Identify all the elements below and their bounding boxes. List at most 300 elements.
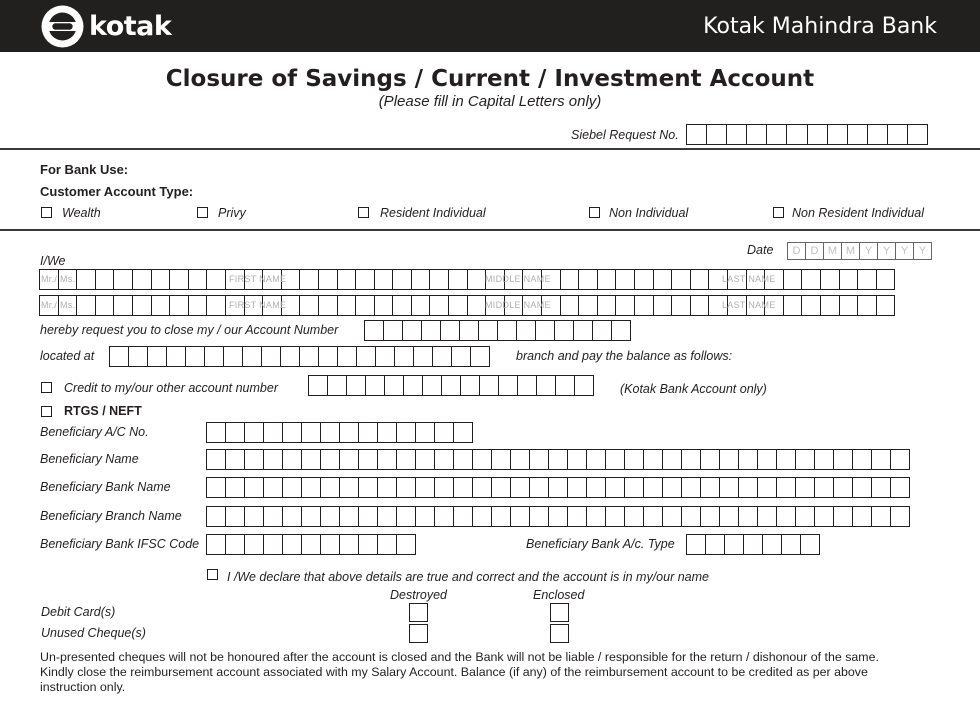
char-box[interactable]	[605, 449, 625, 470]
wealth-checkbox[interactable]	[41, 207, 52, 218]
char-box[interactable]	[339, 506, 359, 527]
char-box[interactable]	[339, 422, 359, 443]
char-box[interactable]	[185, 346, 205, 367]
char-box[interactable]	[852, 449, 872, 470]
char-box[interactable]	[510, 449, 530, 470]
char-box[interactable]	[320, 422, 340, 443]
char-box[interactable]	[472, 477, 492, 498]
char-box[interactable]	[852, 506, 872, 527]
char-box[interactable]	[377, 534, 397, 555]
char-box[interactable]	[392, 295, 412, 316]
char-box[interactable]	[403, 375, 423, 396]
char-box[interactable]	[498, 375, 518, 396]
char-box[interactable]	[852, 477, 872, 498]
char-box[interactable]	[320, 449, 340, 470]
char-box[interactable]	[434, 449, 454, 470]
char-box[interactable]	[548, 449, 568, 470]
char-box[interactable]	[375, 346, 395, 367]
char-box[interactable]	[358, 506, 378, 527]
char-box[interactable]	[833, 477, 853, 498]
char-box[interactable]	[151, 269, 171, 290]
char-box[interactable]	[605, 477, 625, 498]
char-box[interactable]	[529, 477, 549, 498]
char-box[interactable]	[339, 534, 359, 555]
char-box[interactable]	[833, 506, 853, 527]
char-box[interactable]	[820, 295, 840, 316]
char-box[interactable]	[548, 506, 568, 527]
date-year-cell[interactable]: Y	[913, 242, 932, 260]
char-box[interactable]	[801, 295, 821, 316]
char-box[interactable]	[396, 477, 416, 498]
char-box[interactable]	[535, 320, 555, 341]
char-box[interactable]	[700, 449, 720, 470]
char-box[interactable]	[113, 269, 133, 290]
char-box[interactable]	[327, 375, 347, 396]
char-box[interactable]	[800, 534, 820, 555]
char-box[interactable]	[814, 506, 834, 527]
nri-checkbox[interactable]	[773, 207, 784, 218]
char-box[interactable]	[783, 269, 803, 290]
char-box[interactable]	[301, 506, 321, 527]
char-box[interactable]	[700, 506, 720, 527]
char-box[interactable]	[705, 534, 725, 555]
char-box[interactable]	[434, 506, 454, 527]
char-box[interactable]	[726, 124, 747, 145]
char-box[interactable]	[907, 124, 928, 145]
rtgs-neft-checkbox[interactable]	[41, 406, 52, 417]
date-field[interactable]	[787, 242, 932, 260]
char-box[interactable]	[766, 124, 787, 145]
char-box[interactable]	[743, 534, 763, 555]
char-box[interactable]	[592, 320, 612, 341]
char-box[interactable]	[876, 269, 896, 290]
char-box[interactable]	[204, 346, 224, 367]
char-box[interactable]	[757, 477, 777, 498]
char-box[interactable]	[781, 534, 801, 555]
char-box[interactable]	[392, 269, 412, 290]
char-box[interactable]	[415, 422, 435, 443]
char-box[interactable]	[448, 269, 468, 290]
char-box[interactable]	[681, 477, 701, 498]
char-box[interactable]	[358, 534, 378, 555]
char-box[interactable]	[299, 269, 319, 290]
char-box[interactable]	[795, 449, 815, 470]
branch-location-field[interactable]	[109, 346, 490, 367]
char-box[interactable]	[724, 534, 744, 555]
char-box[interactable]	[339, 477, 359, 498]
beneficiary-ifsc-field[interactable]	[206, 534, 416, 555]
char-box[interactable]	[586, 506, 606, 527]
char-box[interactable]	[432, 346, 452, 367]
char-box[interactable]	[95, 269, 115, 290]
char-box[interactable]	[871, 506, 891, 527]
date-year-cell[interactable]: Y	[859, 242, 878, 260]
char-box[interactable]	[365, 375, 385, 396]
char-box[interactable]	[690, 269, 710, 290]
char-box[interactable]	[491, 506, 511, 527]
char-box[interactable]	[244, 534, 264, 555]
char-box[interactable]	[833, 449, 853, 470]
char-box[interactable]	[662, 449, 682, 470]
char-box[interactable]	[377, 449, 397, 470]
char-box[interactable]	[453, 422, 473, 443]
char-box[interactable]	[282, 534, 302, 555]
char-box[interactable]	[536, 375, 556, 396]
char-box[interactable]	[244, 422, 264, 443]
char-box[interactable]	[422, 375, 442, 396]
char-box[interactable]	[434, 422, 454, 443]
declaration-checkbox[interactable]	[207, 569, 218, 580]
char-box[interactable]	[783, 295, 803, 316]
debit-cards-destroyed-box[interactable]	[409, 603, 428, 622]
char-box[interactable]	[453, 449, 473, 470]
char-box[interactable]	[890, 449, 910, 470]
char-box[interactable]	[643, 449, 663, 470]
char-box[interactable]	[429, 269, 449, 290]
char-box[interactable]	[671, 295, 691, 316]
char-box[interactable]	[301, 449, 321, 470]
char-box[interactable]	[374, 269, 394, 290]
char-box[interactable]	[624, 506, 644, 527]
char-box[interactable]	[807, 124, 828, 145]
char-box[interactable]	[472, 506, 492, 527]
char-box[interactable]	[615, 295, 635, 316]
char-box[interactable]	[261, 346, 281, 367]
char-box[interactable]	[662, 506, 682, 527]
char-box[interactable]	[643, 477, 663, 498]
char-box[interactable]	[358, 422, 378, 443]
credit-account-number-field[interactable]	[308, 375, 594, 396]
char-box[interactable]	[206, 506, 226, 527]
char-box[interactable]	[706, 124, 727, 145]
char-box[interactable]	[355, 269, 375, 290]
char-box[interactable]	[263, 506, 283, 527]
char-box[interactable]	[762, 534, 782, 555]
char-box[interactable]	[634, 269, 654, 290]
char-box[interactable]	[643, 506, 663, 527]
char-box[interactable]	[887, 124, 908, 145]
char-box[interactable]	[795, 477, 815, 498]
date-day-cell[interactable]: D	[805, 242, 824, 260]
char-box[interactable]	[411, 295, 431, 316]
beneficiary-ac-field[interactable]	[206, 422, 473, 443]
char-box[interactable]	[738, 449, 758, 470]
char-box[interactable]	[301, 422, 321, 443]
char-box[interactable]	[299, 346, 319, 367]
char-box[interactable]	[478, 320, 498, 341]
char-box[interactable]	[574, 375, 594, 396]
char-box[interactable]	[188, 269, 208, 290]
char-box[interactable]	[516, 320, 536, 341]
char-box[interactable]	[757, 449, 777, 470]
char-box[interactable]	[847, 124, 868, 145]
date-year-cell[interactable]: Y	[895, 242, 914, 260]
char-box[interactable]	[472, 449, 492, 470]
char-box[interactable]	[738, 506, 758, 527]
char-box[interactable]	[615, 269, 635, 290]
char-box[interactable]	[510, 477, 530, 498]
char-box[interactable]	[225, 449, 245, 470]
char-box[interactable]	[479, 375, 499, 396]
char-box[interactable]	[738, 477, 758, 498]
date-month-cell[interactable]: M	[841, 242, 860, 260]
char-box[interactable]	[827, 124, 848, 145]
char-box[interactable]	[719, 506, 739, 527]
char-box[interactable]	[459, 320, 479, 341]
char-box[interactable]	[662, 477, 682, 498]
credit-option-checkbox[interactable]	[41, 382, 52, 393]
debit-cards-enclosed-box[interactable]	[550, 603, 569, 622]
char-box[interactable]	[686, 534, 706, 555]
char-box[interactable]	[746, 124, 767, 145]
char-box[interactable]	[128, 346, 148, 367]
char-box[interactable]	[434, 477, 454, 498]
char-box[interactable]	[671, 269, 691, 290]
char-box[interactable]	[820, 269, 840, 290]
char-box[interactable]	[578, 269, 598, 290]
char-box[interactable]	[491, 477, 511, 498]
resident-individual-checkbox[interactable]	[358, 207, 369, 218]
char-box[interactable]	[113, 295, 133, 316]
char-box[interactable]	[151, 295, 171, 316]
char-box[interactable]	[166, 346, 186, 367]
char-box[interactable]	[554, 320, 574, 341]
char-box[interactable]	[282, 449, 302, 470]
char-box[interactable]	[415, 449, 435, 470]
char-box[interactable]	[681, 449, 701, 470]
char-box[interactable]	[339, 449, 359, 470]
char-box[interactable]	[263, 534, 283, 555]
char-box[interactable]	[396, 449, 416, 470]
char-box[interactable]	[510, 506, 530, 527]
char-box[interactable]	[653, 295, 673, 316]
char-box[interactable]	[448, 295, 468, 316]
char-box[interactable]	[453, 506, 473, 527]
char-box[interactable]	[467, 269, 487, 290]
char-box[interactable]	[109, 346, 129, 367]
char-box[interactable]	[624, 449, 644, 470]
char-box[interactable]	[567, 477, 587, 498]
char-box[interactable]	[586, 477, 606, 498]
char-box[interactable]	[358, 449, 378, 470]
beneficiary-name-field[interactable]	[206, 449, 910, 470]
char-box[interactable]	[467, 295, 487, 316]
char-box[interactable]	[415, 506, 435, 527]
char-box[interactable]	[634, 295, 654, 316]
date-year-cell[interactable]: Y	[877, 242, 896, 260]
char-box[interactable]	[377, 506, 397, 527]
char-box[interactable]	[337, 295, 357, 316]
char-box[interactable]	[132, 295, 152, 316]
char-box[interactable]	[441, 375, 461, 396]
char-box[interactable]	[76, 269, 96, 290]
char-box[interactable]	[244, 449, 264, 470]
char-box[interactable]	[242, 346, 262, 367]
char-box[interactable]	[876, 295, 896, 316]
char-box[interactable]	[529, 506, 549, 527]
char-box[interactable]	[795, 506, 815, 527]
account-number-field[interactable]	[364, 320, 631, 341]
char-box[interactable]	[776, 449, 796, 470]
char-box[interactable]	[320, 534, 340, 555]
char-box[interactable]	[263, 422, 283, 443]
char-box[interactable]	[757, 506, 777, 527]
char-box[interactable]	[429, 295, 449, 316]
char-box[interactable]	[244, 506, 264, 527]
char-box[interactable]	[396, 506, 416, 527]
char-box[interactable]	[578, 295, 598, 316]
char-box[interactable]	[95, 295, 115, 316]
char-box[interactable]	[263, 477, 283, 498]
char-box[interactable]	[282, 506, 302, 527]
char-box[interactable]	[776, 506, 796, 527]
char-box[interactable]	[421, 320, 441, 341]
char-box[interactable]	[719, 477, 739, 498]
char-box[interactable]	[415, 477, 435, 498]
char-box[interactable]	[413, 346, 433, 367]
char-box[interactable]	[384, 375, 404, 396]
char-box[interactable]	[871, 449, 891, 470]
char-box[interactable]	[396, 534, 416, 555]
char-box[interactable]	[867, 124, 888, 145]
char-box[interactable]	[223, 346, 243, 367]
char-box[interactable]	[786, 124, 807, 145]
char-box[interactable]	[374, 295, 394, 316]
char-box[interactable]	[839, 295, 859, 316]
char-box[interactable]	[320, 477, 340, 498]
char-box[interactable]	[460, 375, 480, 396]
char-box[interactable]	[801, 269, 821, 290]
char-box[interactable]	[597, 269, 617, 290]
char-box[interactable]	[871, 477, 891, 498]
char-box[interactable]	[282, 422, 302, 443]
date-month-cell[interactable]: M	[823, 242, 842, 260]
char-box[interactable]	[624, 477, 644, 498]
char-box[interactable]	[394, 346, 414, 367]
char-box[interactable]	[206, 422, 226, 443]
char-box[interactable]	[225, 506, 245, 527]
char-box[interactable]	[611, 320, 631, 341]
char-box[interactable]	[132, 269, 152, 290]
char-box[interactable]	[337, 269, 357, 290]
char-box[interactable]	[383, 320, 403, 341]
char-box[interactable]	[169, 269, 189, 290]
char-box[interactable]	[814, 477, 834, 498]
char-box[interactable]	[377, 422, 397, 443]
date-label: Date	[747, 243, 774, 257]
date-day-cell[interactable]: D	[787, 242, 806, 260]
char-box[interactable]	[169, 295, 189, 316]
char-box[interactable]	[206, 477, 226, 498]
char-box[interactable]	[573, 320, 593, 341]
char-box[interactable]	[470, 346, 490, 367]
char-box[interactable]	[686, 124, 707, 145]
char-box[interactable]	[839, 269, 859, 290]
char-box[interactable]	[356, 346, 376, 367]
char-box[interactable]	[206, 295, 226, 316]
beneficiary-branch-field[interactable]	[206, 506, 910, 527]
char-box[interactable]	[497, 320, 517, 341]
char-box[interactable]	[548, 477, 568, 498]
char-box[interactable]	[358, 477, 378, 498]
char-box[interactable]	[529, 449, 549, 470]
char-box[interactable]	[188, 295, 208, 316]
char-box[interactable]	[263, 449, 283, 470]
char-box[interactable]	[700, 477, 720, 498]
char-box[interactable]	[402, 320, 422, 341]
cheques-enclosed-box[interactable]	[550, 624, 569, 643]
char-box[interactable]	[776, 477, 796, 498]
siebel-request-field[interactable]	[686, 124, 928, 145]
char-box[interactable]	[690, 295, 710, 316]
char-box[interactable]	[555, 375, 575, 396]
char-box[interactable]	[451, 346, 471, 367]
char-box[interactable]	[225, 534, 245, 555]
char-box[interactable]	[76, 295, 96, 316]
char-box[interactable]	[814, 449, 834, 470]
char-box[interactable]	[681, 506, 701, 527]
char-box[interactable]	[491, 449, 511, 470]
char-box[interactable]	[301, 534, 321, 555]
char-box[interactable]	[320, 506, 340, 527]
char-box[interactable]	[605, 506, 625, 527]
char-box[interactable]	[147, 346, 167, 367]
char-box[interactable]	[301, 477, 321, 498]
char-box[interactable]	[560, 295, 580, 316]
char-box[interactable]	[318, 269, 338, 290]
char-box[interactable]	[586, 449, 606, 470]
char-box[interactable]	[225, 422, 245, 443]
char-box[interactable]	[299, 295, 319, 316]
char-box[interactable]	[396, 422, 416, 443]
char-box[interactable]	[244, 477, 264, 498]
char-box[interactable]	[206, 449, 226, 470]
char-box[interactable]	[355, 295, 375, 316]
non-individual-checkbox[interactable]	[589, 207, 600, 218]
char-box[interactable]	[364, 320, 384, 341]
char-box[interactable]	[890, 477, 910, 498]
beneficiary-ac-type-field[interactable]	[686, 534, 820, 555]
char-box[interactable]	[890, 506, 910, 527]
char-box[interactable]	[308, 375, 328, 396]
beneficiary-bank-name-field[interactable]	[206, 477, 910, 498]
char-box[interactable]	[857, 295, 877, 316]
char-box[interactable]	[597, 295, 617, 316]
char-box[interactable]	[206, 534, 226, 555]
char-box[interactable]	[653, 269, 673, 290]
char-box[interactable]	[453, 477, 473, 498]
char-box[interactable]	[206, 269, 226, 290]
char-box[interactable]	[857, 269, 877, 290]
char-box[interactable]	[567, 449, 587, 470]
char-box[interactable]	[440, 320, 460, 341]
char-box[interactable]	[517, 375, 537, 396]
char-box[interactable]	[567, 506, 587, 527]
char-box[interactable]	[318, 346, 338, 367]
privy-checkbox[interactable]	[197, 207, 208, 218]
char-box[interactable]	[225, 477, 245, 498]
char-box[interactable]	[318, 295, 338, 316]
char-box[interactable]	[560, 269, 580, 290]
char-box[interactable]	[719, 449, 739, 470]
char-box[interactable]	[337, 346, 357, 367]
char-box[interactable]	[282, 477, 302, 498]
cheques-destroyed-box[interactable]	[409, 624, 428, 643]
char-box[interactable]	[346, 375, 366, 396]
char-box[interactable]	[377, 477, 397, 498]
char-box[interactable]	[411, 269, 431, 290]
char-box[interactable]	[280, 346, 300, 367]
